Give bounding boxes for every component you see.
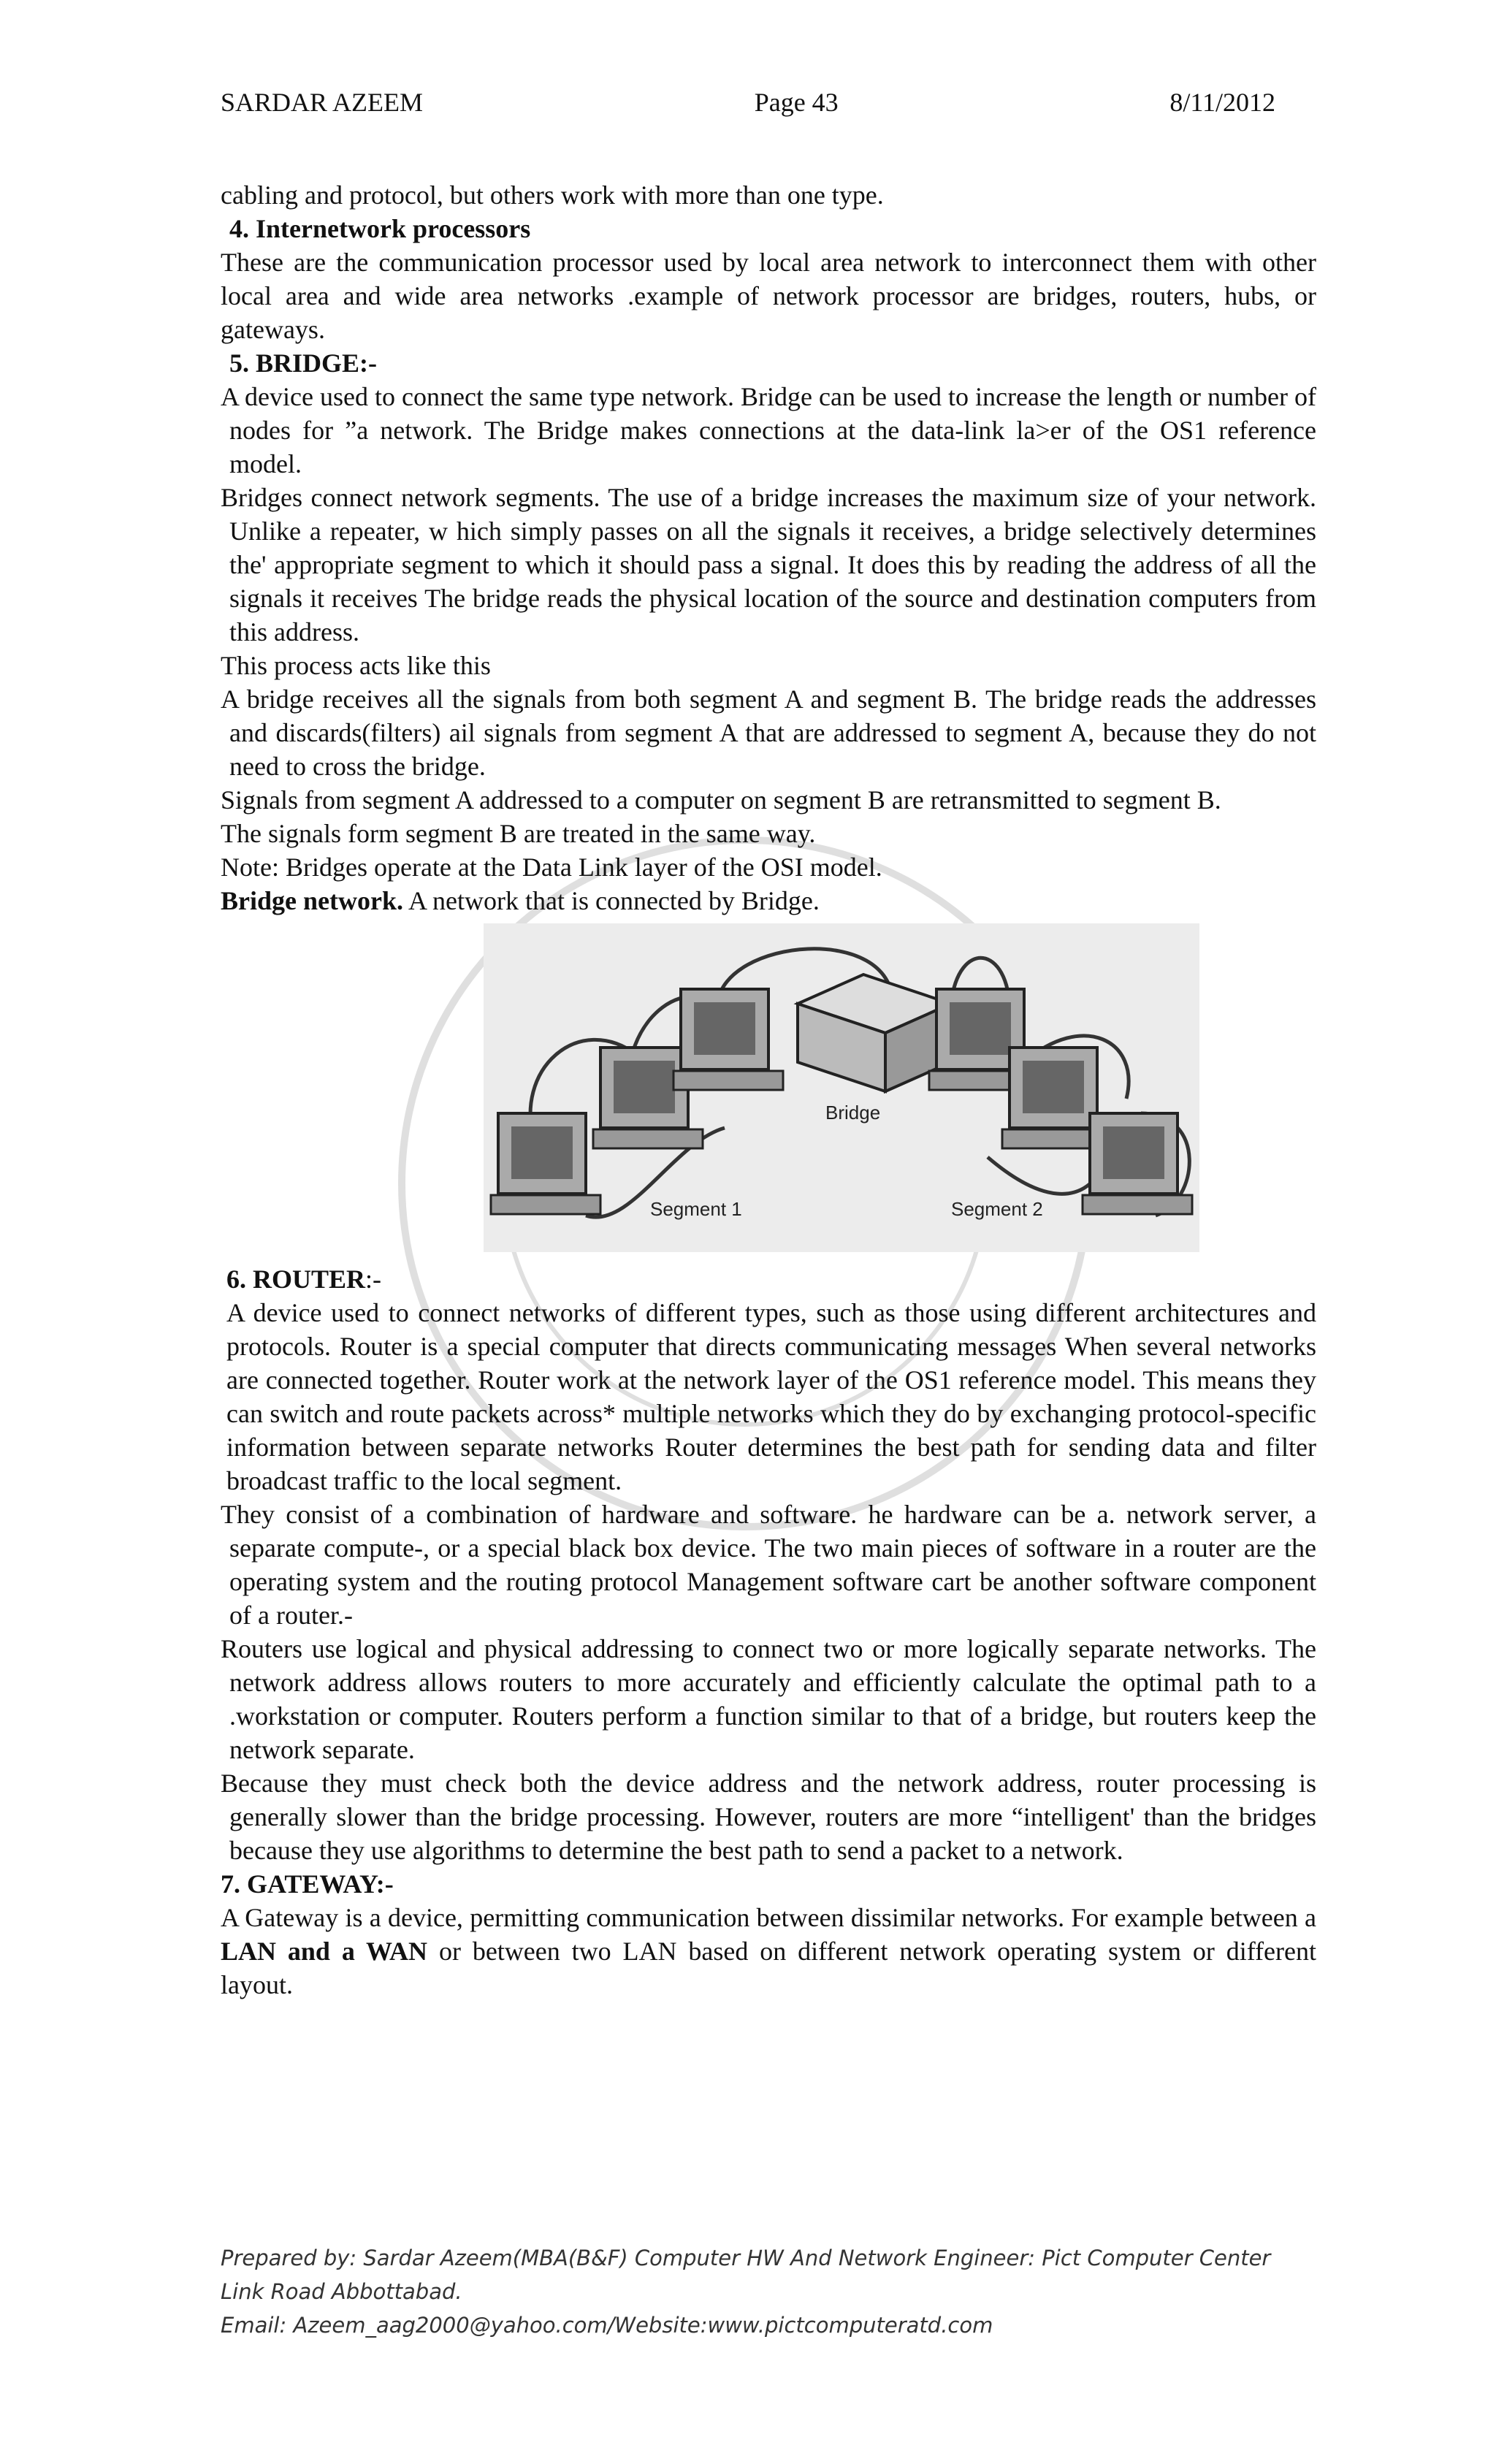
bridge-paragraph-5: Signals from segment A addressed to a computer on segment B are retransmitted to segment B. <box>221 785 1221 815</box>
router-paragraph-4: Because they must check both the device address and the network address, router processing is generally slower than the bridge processing. However, routers are more “intelligent' than the bridges because they use algorithms to determine the best path to send a packet to a network. <box>221 1769 1316 1865</box>
computer-icon <box>673 989 783 1090</box>
footer-contact: Email: Azeem_aag2000@yahoo.com/Website:www.pictcomputeratd.com <box>221 2313 993 2338</box>
computer-icon <box>1083 1113 1192 1214</box>
router-paragraph-2: They consist of a combination of hardware and software. he hardware can be a. network server, a separate compute-, or a special black box device. The two main pieces of software in a router are the operating system and the routing protocol Management software cart be another software component of a router.- <box>221 1500 1316 1630</box>
bridge-paragraph-4: A bridge receives all the signals from both segment A and segment B. The bridge reads the addresses and discards(filters) ail signals from segment A that are addressed to segment A, because they do not need to cross the bridge. <box>221 684 1316 781</box>
gateway-text-b: or between two LAN based on different network operating system or different layout. <box>221 1937 1316 1999</box>
router-section <box>221 1262 1316 1498</box>
bridge-network-figure <box>484 923 1199 1252</box>
gateway-paragraph <box>221 1901 1316 2002</box>
bridge-network-label: Bridge network. <box>221 886 403 915</box>
bridge-heading: 5. BRIDGE:- <box>229 348 378 378</box>
router-paragraph-3: Routers use logical and physical addressing to connect two or more logically separate networks. The network address allows routers to more accurately and efficiently calculate the optimal path to a .workstation or computer. Routers perform a function similar to that of a bridge, but routers keep the network separate. <box>221 1634 1316 1764</box>
bridge-paragraph-6: The signals form segment B are treated in the same way. <box>221 819 816 848</box>
bridge-network-diagram <box>484 923 1199 1252</box>
page-content <box>221 178 1316 2002</box>
internetwork-text: These are the communication processor used by local area network to interconnect them with other local area and wide area networks .example of network processor are bridges, routers, hubs, or gateways. <box>221 248 1316 344</box>
footer-prepared-by: Prepared by: Sardar Azeem(MBA(B&F) Computer HW And Network Engineer: Pict Computer Center Link Road Abbottabad. <box>221 2246 1271 2304</box>
bridge-paragraph-3: This process acts like this <box>221 651 491 680</box>
bridge-label: Bridge <box>825 1102 881 1124</box>
router-paragraph-1: A device used to connect networks of different types, such as those using different architectures and protocols. Router is a special computer that directs communicating messages When several networks are connected together. Router work at the network layer of the OS1 reference model. This means they can switch and route packets across* multiple networks which they do by exchanging protocol-specific information between separate networks Router determines the best path for sending data and filter broadcast traffic to the local segment. <box>226 1298 1316 1495</box>
gateway-text-a: A Gateway is a device, permitting communication between dissimilar networks. For example between a <box>221 1903 1316 1932</box>
router-heading-suffix: :- <box>365 1265 382 1294</box>
bridge-paragraph-1: A device used to connect the same type network. Bridge can be used to increase the length or number of nodes for ”a network. The Bridge makes connections at the data-link la>er of the OS1 reference model. <box>221 382 1316 478</box>
router-heading <box>226 1262 1316 1296</box>
intro-line: cabling and protocol, but others work with more than one type. <box>221 180 884 210</box>
segment-2-label: Segment 2 <box>951 1198 1043 1220</box>
page-footer <box>221 2241 1316 2342</box>
header-date: 8/11/2012 <box>1169 88 1275 117</box>
gateway-heading: 7. GATEWAY:- <box>221 1869 394 1899</box>
bridge-network-text: A network that is connected by Bridge. <box>402 886 820 915</box>
bridge-paragraph-2: Bridges connect network segments. The use of a bridge increases the maximum size of your network. Unlike a repeater, w hich simply passes on all the signals it receives, a bridge selectively determines the' appropriate segment to which it should pass a signal. It does this by reading the address of all the signals it receives The bridge reads the physical location of the source and destination computers from this address. <box>221 483 1316 646</box>
router-heading-bold: 6. ROUTER <box>226 1265 366 1294</box>
internetwork-heading: 4. Internetwork processors <box>229 214 531 243</box>
bridge-network-line <box>221 884 1316 918</box>
gateway-text-bold: LAN and a WAN <box>221 1937 428 1966</box>
page-header <box>221 86 1275 118</box>
header-author: SARDAR AZEEM <box>221 88 424 117</box>
segment-1-label: Segment 1 <box>650 1198 742 1220</box>
bridge-note: Note: Bridges operate at the Data Link layer of the OSI model. <box>221 853 882 882</box>
header-page-number: Page 43 <box>754 88 839 117</box>
computer-icon <box>491 1113 600 1214</box>
